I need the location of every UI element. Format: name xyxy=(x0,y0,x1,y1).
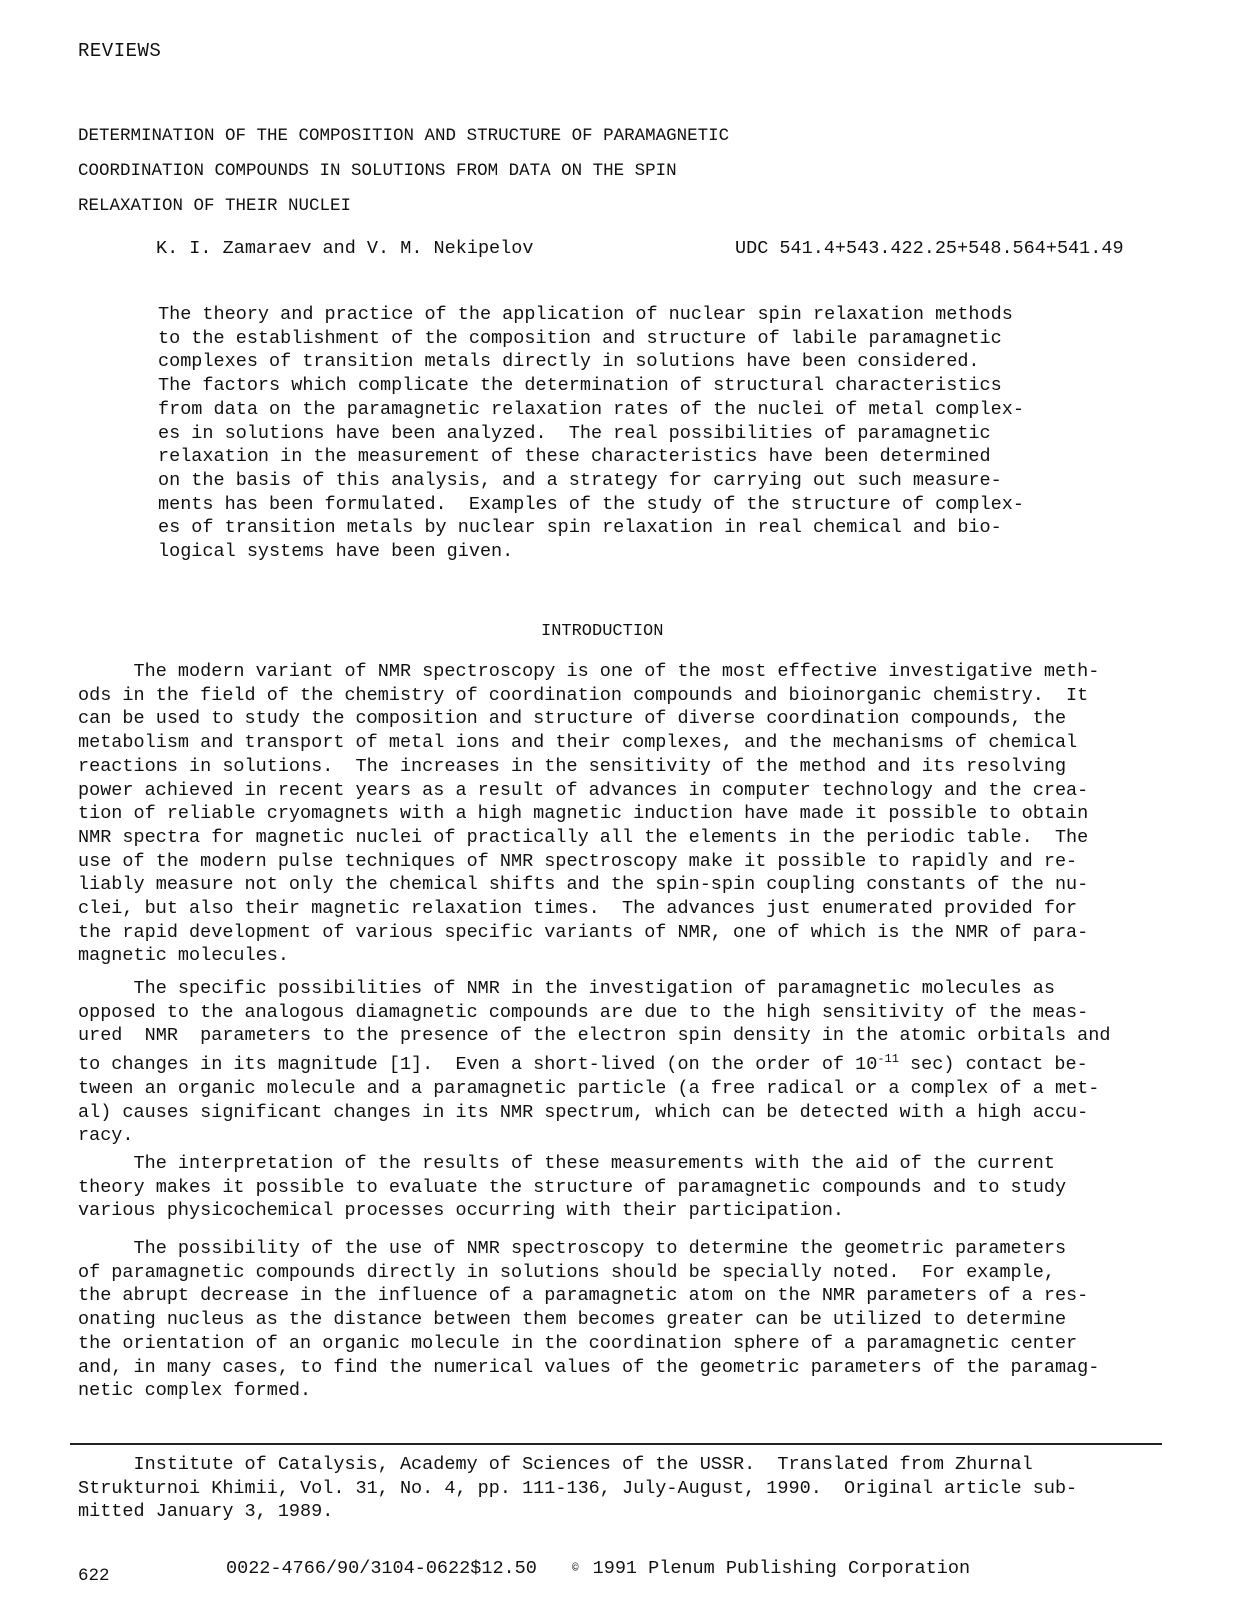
line-text: to changes in its magnitude [1]. Even a short-lived (on the order of 10 xyxy=(78,1054,878,1076)
article-title xyxy=(78,119,729,224)
footnote-divider xyxy=(70,1443,1162,1445)
abstract-line: to the establishment of the composition and structure of labile paramagnetic xyxy=(158,327,1002,349)
abstract-line: The factors which complicate the determination of structural characteristics xyxy=(158,375,1002,397)
footnote-line: Institute of Catalysis, Academy of Sciences of the USSR. Translated from Zhurnal xyxy=(78,1454,1033,1475)
copyright-text: 1991 Plenum Publishing Corporation xyxy=(592,1558,971,1579)
paragraph-line xyxy=(78,1048,1158,1077)
paragraph-line: clei, but also their magnetic relaxation times. The advances just enumerated provided for xyxy=(78,898,1078,920)
paragraph-line: racy. xyxy=(78,1125,134,1147)
abstract-line: es of transition metals by nuclear spin relaxation in real chemical and bio- xyxy=(158,517,1002,539)
paragraph-line: tween an organic molecule and a paramagnetic particle (a free radical or a complex of a met- xyxy=(78,1077,1100,1099)
authors: K. I. Zamaraev and V. M. Nekipelov xyxy=(156,238,534,259)
price-code: 0022-4766/90/3104-0622$12.50 xyxy=(226,1558,537,1579)
page-number: 622 xyxy=(78,1566,110,1586)
abstract-line: from data on the paramagnetic relaxation rates of the nuclei of metal complex- xyxy=(158,398,1024,420)
abstract-line: ments has been formulated. Examples of the study of the structure of complex- xyxy=(158,493,1024,515)
copyright-symbol: © xyxy=(572,1563,579,1575)
title-line: DETERMINATION OF THE COMPOSITION AND STRUCTURE OF PARAMAGNETIC xyxy=(78,126,730,146)
paragraph-line: ured NMR parameters to the presence of the electron spin density in the atomic orbitals and xyxy=(78,1025,1111,1047)
footnote-line: Strukturnoi Khimii, Vol. 31, No. 4, pp. 111-136, July-August, 1990. Original article sub- xyxy=(78,1477,1078,1499)
paragraph-line: the orientation of an organic molecule in the coordination sphere of a paramagnetic center xyxy=(78,1332,1078,1354)
paragraph-line: al) causes significant changes in its NMR spectrum, which can be detected with a high accu- xyxy=(78,1101,1089,1123)
paragraph-line: various physicochemical processes occurring with their participation. xyxy=(78,1200,845,1222)
paragraph-line: the rapid development of various specific variants of NMR, one of which is the NMR of para- xyxy=(78,921,1089,943)
paragraph-line: onating nucleus as the distance between them becomes greater can be utilized to determine xyxy=(78,1309,1067,1331)
paragraph-line: The interpretation of the results of these measurements with the aid of the current xyxy=(78,1153,1055,1174)
title-line: COORDINATION COMPOUNDS IN SOLUTIONS FROM DATA ON THE SPIN xyxy=(78,161,677,181)
paragraph-line: can be used to study the composition and structure of diverse coordination compounds, the xyxy=(78,708,1067,730)
paragraph-line: reactions in solutions. The increases in the sensitivity of the method and its resolving xyxy=(78,755,1067,777)
paragraph-line: The possibility of the use of NMR spectroscopy to determine the geometric parameters xyxy=(78,1238,1067,1259)
paragraph-line: tion of reliable cryomagnets with a high magnetic induction have made it possible to obtain xyxy=(78,803,1089,825)
intro-paragraph xyxy=(78,977,1158,1148)
line-text: sec) contact be- xyxy=(898,1054,1088,1076)
paragraph-line: opposed to the analogous diamagnetic compounds are due to the high sensitivity of the meas- xyxy=(78,1001,1089,1023)
paragraph-line: NMR spectra for magnetic nuclei of practically all the elements in the periodic table. The xyxy=(78,826,1089,848)
abstract-line: The theory and practice of the application of nuclear spin relaxation methods xyxy=(158,304,1013,325)
paragraph-line: of paramagnetic compounds directly in solutions should be specially noted. For example, xyxy=(78,1261,1055,1283)
paragraph-line: theory makes it possible to evaluate the structure of paramagnetic compounds and to study xyxy=(78,1176,1067,1198)
paragraph-line: ods in the field of the chemistry of coordination compounds and bioinorganic chemistry. It xyxy=(78,684,1089,706)
section-label: REVIEWS xyxy=(78,40,162,62)
paragraph-line: use of the modern pulse techniques of NMR spectroscopy make it possible to rapidly and re- xyxy=(78,850,1078,872)
paragraph-line: netic complex formed. xyxy=(78,1380,312,1402)
title-line: RELAXATION OF THEIR NUCLEI xyxy=(78,196,352,216)
abstract xyxy=(158,303,1058,564)
intro-paragraph xyxy=(78,1152,1158,1223)
section-heading-introduction: INTRODUCTION xyxy=(541,622,664,641)
paragraph-line: magnetic molecules. xyxy=(78,945,289,967)
abstract-line: es in solutions have been analyzed. The real possibilities of paramagnetic xyxy=(158,422,991,444)
paragraph-line: The modern variant of NMR spectroscopy is one of the most effective investigative meth- xyxy=(78,661,1100,682)
abstract-line: relaxation in the measurement of these characteristics have been determined xyxy=(158,446,991,468)
copyright xyxy=(572,1558,970,1579)
abstract-line: on the basis of this analysis, and a strategy for carrying out such measure- xyxy=(158,469,1002,491)
paragraph-line: liably measure not only the chemical shifts and the spin-spin coupling constants of the nu- xyxy=(78,874,1089,896)
paragraph-line: metabolism and transport of metal ions and their complexes, and the mechanisms of chemical xyxy=(78,732,1078,754)
exponent: -11 xyxy=(877,1052,899,1067)
paragraph-line: the abrupt decrease in the influence of a paramagnetic atom on the NMR parameters of a res- xyxy=(78,1285,1089,1307)
footnote-line: mitted January 3, 1989. xyxy=(78,1501,334,1523)
intro-paragraph xyxy=(78,660,1158,968)
intro-paragraph xyxy=(78,1237,1158,1403)
paragraph-line: The specific possibilities of NMR in the investigation of paramagnetic molecules as xyxy=(78,978,1055,999)
udc-code: UDC 541.4+543.422.25+548.564+541.49 xyxy=(735,238,1124,259)
paragraph-line: power achieved in recent years as a result of advances in computer technology and the crea- xyxy=(78,779,1089,801)
abstract-line: logical systems have been given. xyxy=(158,541,514,563)
paragraph-line: and, in many cases, to find the numerical values of the geometric parameters of the paramag- xyxy=(78,1356,1100,1378)
abstract-line: complexes of transition metals directly in solutions have been considered. xyxy=(158,351,980,373)
footnote xyxy=(78,1453,1077,1524)
